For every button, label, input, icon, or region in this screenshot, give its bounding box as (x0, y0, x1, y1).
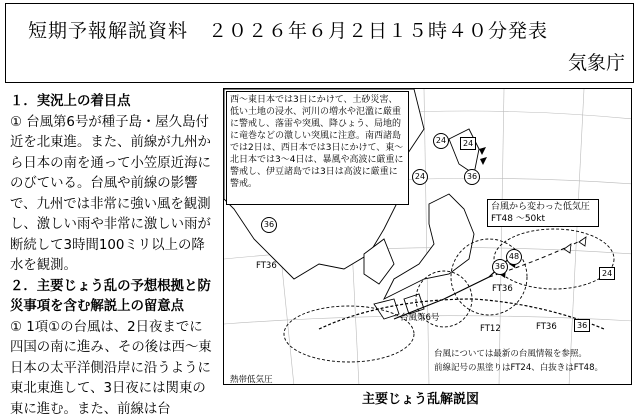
forecast-circle: 24 (412, 169, 428, 185)
commentary-column (10, 92, 215, 420)
map-footnote-line1: 台風については最新の台風情報を参照。 (434, 347, 603, 361)
map-footnote (434, 347, 603, 375)
forecast-circle: 48 (506, 249, 522, 265)
forecast-circle: 36 (261, 217, 277, 233)
map-caption: 主要じょう乱解説図 (362, 388, 479, 407)
section-heading-1: １．実況上の着目点 (10, 92, 215, 113)
low-note-line2: FT48 〜50kt (491, 213, 595, 225)
forecast-square: 24 (599, 267, 615, 280)
low-note-line1: 台風から変わった低気圧 (491, 201, 595, 213)
document-title: 短期予報解説資料 ２０２６年６月２日１５時４０分発表 (28, 16, 548, 43)
section-body-2: ① 1項①の台風は、2日夜までに四国の南に進み、その後は西～東日本の太平洋側沿岸に沿うように東北東進して、3日夜には関東の東に進む。また、前線は台 (10, 318, 215, 420)
forecast-square: 36 (574, 319, 590, 332)
warning-note: 西～東日本では3日にかけて、土砂災害、低い土地の浸水、河川の増水や氾濫に厳重に警戒し、落雷や突風、降ひょう、局地的に竜巻などの激しい突風に注意。南西諸島では2日は、西日本では3日にかけて、東～北日本では3～4日は、暴風や高波に厳重に警戒し、伊豆諸島では3日は高波に厳重に警戒。 (226, 91, 409, 205)
section-body-1: ① 台風第6号が種子島・屋久島付近を北東進。また、前線が九州から日本の南を通って小笠原近海にのびている。台風や前線の影響で、九州では非常に強い風を観測し、激しい雨や非常に激しい雨が断続して3時間100ミリ以上の降水を観測。 (10, 113, 215, 277)
weather-map (223, 88, 632, 385)
ft-label: FT36 (256, 261, 277, 271)
forecast-circle: 36 (464, 169, 480, 185)
low-note (487, 199, 599, 227)
typhoon-label: 台風第6号 (400, 311, 439, 323)
header-box (5, 3, 634, 83)
ft-label: FT12 (480, 324, 501, 334)
tropical-low-label: 熱帯低気圧 (230, 373, 273, 385)
agency-name: 気象庁 (568, 48, 625, 75)
section-heading-2: ２．主要じょう乱の予想根拠と防災事項を含む解説上の留意点 (10, 277, 215, 318)
forecast-square: 24 (460, 137, 476, 150)
ft-label: FT36 (536, 322, 557, 332)
map-footnote-line2: 前線記号の黒塗りはFT24、白抜きはFT48。 (434, 361, 603, 375)
ft-label: FT36 (492, 284, 513, 294)
forecast-circle: 36 (492, 259, 508, 275)
forecast-circle: 24 (433, 133, 449, 149)
